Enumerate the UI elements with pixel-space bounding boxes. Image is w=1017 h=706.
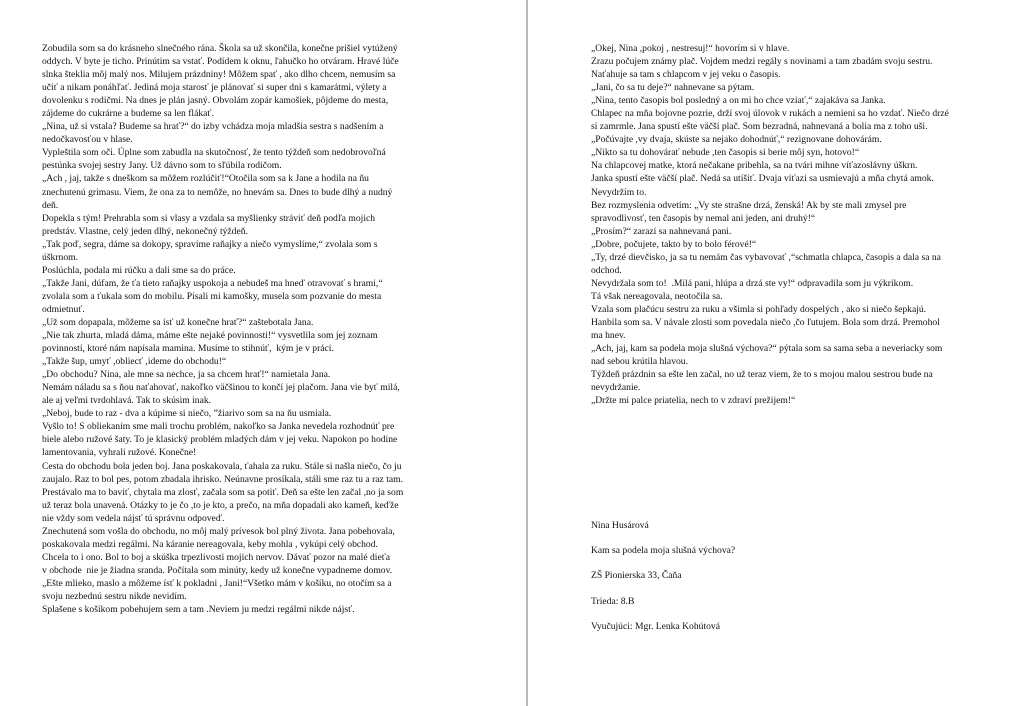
text-line: Vyšlo to! S obliekaním sme mali trochu problém, nakoľko sa Janka nevedela rozhodnúť pre — [42, 421, 395, 433]
text-line: Dopekla s tým! Prehrabla som si vlasy a vzdala sa myšlienky stráviť deň podľa mojich — [42, 212, 376, 224]
text-line: „Ach, jaj, kam sa podela moja slušná výchova?“ pýtala som sa sama seba a neveriacky som — [591, 343, 943, 355]
right-page-text — [591, 42, 981, 407]
text-line: biele alebo ružové šaty. To je klasický problém mladých dám v jej veku. Napokon po hodine — [42, 434, 398, 446]
text-line: Splašene s košíkom pobehujem sem a tam .Neviem ju medzi regálmi nikde nájsť. — [42, 604, 355, 616]
text-line: „Do obchodu? Nina, ale mne sa nechce, ja sa chcem hrať!“ namietala Jana. — [42, 369, 331, 381]
text-line: „Okej, Nina ,pokoj , nestresuj!“ hovorím si v hlave. — [591, 43, 790, 54]
text-line: Zobudila som sa do krásneho slnečného rána. Škola sa už skončila, konečne prišiel vytúžený — [42, 43, 398, 54]
text-line: učiť a nikam ponáhľať. Jediná moja starosť je plánovať si super dni s kamarátmi, výlety a — [42, 82, 387, 94]
text-line: poskakovala medzi regálmi. Na káranie nereagovala, keby mohla , vykúpi celý obchod. — [42, 538, 378, 550]
text-line: „Takže šup, umyť ,obliecť ,ideme do obchodu!“ — [42, 356, 227, 368]
text-line: „Ešte mlieko, maslo a môžeme ísť k pokladni , Jani!“Všetko mám v košíku, no otočím sa a — [42, 577, 392, 589]
text-line: ale aj veľmi tvrdohlavá. Tak to skúsim inak. — [42, 395, 212, 407]
text-line: si zamrmle. Jana spustí ešte väčší plač. Som bezradná, nahnevaná a bolia ma z toho uši. — [591, 121, 928, 133]
text-line: Hanbila som sa. V návale zlosti som povedala niečo ,čo ľutujem. Bola som drzá. Premohol — [591, 316, 940, 328]
text-line: lamentovania, vyhrali ružové. Konečne! — [42, 447, 197, 459]
text-line: svoju nezbednú sestru nikde nevidím. — [42, 590, 187, 602]
text-line: Týždeň prázdnin sa ešte len začal, no už teraz viem, že to s mojou malou sestrou bude na — [591, 369, 933, 381]
story-metadata — [591, 519, 971, 645]
text-line: „Nina, už si vstala? Budeme sa hrať?“ do izby vchádza moja mladšia sestra s nadšením a — [42, 121, 384, 133]
text-line: Prestávalo ma to baviť, chytala ma zlosť, začala som sa potiť. Deň sa ešte len začal ,no ja som — [42, 486, 404, 498]
text-line: Naťahuje sa tam s chlapcom v jej veku o časopis. — [591, 69, 781, 81]
text-line: zaujalo. Raz to bol pes, potom zbadala ihrisko. Neúnavne prosíkala, stáli sme raz tu a raz tam. — [42, 473, 403, 485]
text-line: Vypleštila som oči. Úplne som zabudla na skutočnosť, že tento týždeň som nedobrovoľná — [42, 147, 386, 159]
text-line: Znechutená som vošla do obchodu, no môj malý prívesok bol plný života. Jana pobehovala, — [42, 525, 395, 537]
class-label: Trieda: 8.B — [591, 595, 635, 607]
text-line: „Ach , jaj, takže s dneškom sa môžem rozlúčiť!“Otočila som sa k Jane a hodila na ňu — [42, 173, 369, 185]
text-line: Bez rozmyslenia odvetím: „Vy ste strašne drzá, ženská! Ak by ste mali zmysel pre — [591, 199, 907, 211]
text-line: už teraz bola unavená. Otázky to je čo ,to je kto, a prečo, na mňa dopadali ako kameň, keďže — [42, 499, 399, 511]
text-line: nie vždy som vedela nájsť tú správnu odpoveď. — [42, 512, 225, 524]
text-line: slnka šteklia môj malý nos. Milujem prázdniny! Môžem spať , ako dlho chcem, nemusím sa — [42, 69, 396, 81]
text-line: Vzala som plačúcu sestru za ruku a všimla si pohľady dospelých , ako si niečo šepkajú. — [591, 303, 927, 315]
text-line: deň. — [42, 199, 59, 211]
text-line: Nemám náladu sa s ňou naťahovať, nakoľko väčšinou to končí jej plačom. Jana vie byť milá, — [42, 382, 400, 394]
text-line: Poslúchla, podala mi rúčku a dali sme sa do práce. — [42, 264, 236, 276]
text-line: „Držte mi palce priatelia, nech to v zdraví prežijem!“ — [591, 395, 796, 407]
text-line: odchod. — [591, 264, 622, 276]
text-line: Tá však nereagovala, neotočila sa. — [591, 290, 723, 302]
story-title: Kam sa podela moja slušná výchova? — [591, 545, 736, 557]
text-line: predstáv. Vlastne, celý jeden dlhý, nekonečný týždeň. — [42, 225, 248, 237]
text-line: Janka spustí ešte väčší plač. Nedá sa utíšiť. Dvaja víťazi sa usmievajú a mňa chytá amok. — [591, 173, 934, 185]
left-page-text — [42, 42, 472, 616]
text-line: „Dobre, počujete, takto by to bolo férové!“ — [591, 238, 757, 250]
text-line: povinností, ktoré nám napísala mamina. Musíme to stihnúť, kým je v práci. — [42, 343, 334, 355]
text-line: „Nikto sa tu dohovárať nebude ,ten časopis si berie môj syn, hotovo!“ — [591, 147, 860, 159]
text-line: nedočkavosťou v hlase. — [42, 134, 133, 146]
text-line: Cesta do obchodu bola jeden boj. Jana poskakovala, ťahala za ruku. Stále si našla niečo, čo ju — [42, 460, 402, 472]
text-line: „Ty, drzé dievčisko, ja sa tu nemám čas vybavovať ,“schmatla chlapca, časopis a dala sa na — [591, 251, 941, 263]
text-line: „Jani, čo sa tu deje?“ nahnevane sa pýtam. — [591, 82, 755, 94]
text-line: „Prosím?“ zarazí sa nahnevaná pani. — [591, 225, 732, 237]
text-line: „Neboj, bude to raz - dva a kúpime si niečo, ”žiarivo som sa na ňu usmiala. — [42, 408, 332, 420]
author-name: Nina Husárová — [591, 520, 649, 531]
text-line: Chcela to i ono. Bol to boj a skúška trpezlivosti mojich nervov. Dávať pozor na malé dieťa — [42, 551, 391, 563]
text-line: nevydržanie. — [591, 382, 641, 394]
teacher-label: Vyučujúci: Mgr. Lenka Kohútová — [591, 620, 720, 632]
text-line: Chlapec na mňa bojovne pozrie, drží svoj úlovok v rukách a nemieni sa ho vzdať. Niečo drzé — [591, 108, 949, 120]
text-line: Nevydržala som to! .Milá pani, hlúpa a drzá ste vy!“ odpravadila som ju výkrikom. — [591, 277, 914, 289]
text-line: odmietnuť. — [42, 303, 85, 315]
text-line: ma hnev. — [591, 330, 626, 342]
text-line: „Nie tak zhurta, mladá dáma, máme ešte nejaké povinnosti!“ vysvetlila som jej zoznam — [42, 330, 378, 342]
text-line: pestúnka svojej sestry Jany. Už dávno som to sľúbila rodičom. — [42, 160, 282, 172]
text-line: Nevydržím to. — [591, 186, 647, 198]
text-line: „Tak poď, segra, dáme sa dokopy, spravíme raňajky a niečo vymyslíme,“ zvolala som s — [42, 238, 378, 250]
text-line: zvolala som a ťukala som do mobilu. Písali mi kamošky, musela som pozvanie do mesta — [42, 290, 382, 302]
text-line: „Takže Jani, dúfam, že ťa tieto raňajky uspokoja a nebudeš ma hneď otravovať s hrami,“ — [42, 277, 383, 289]
text-line: spravodlivosť, ten časopis by nemal ani jeden, ani druhý!“ — [591, 212, 816, 224]
text-line: „Počúvajte ,vy dvaja, skúste sa nejako dohodnúť,“ rezignovane dohovárám. — [591, 134, 882, 146]
text-line: Zrazu počujem známy plač. Vojdem medzi regály s novinami a tam zbadám svoju sestru. — [591, 56, 933, 68]
text-line: oddych. V byte je ticho. Prinútim sa vstať. Podídem k oknu, ľahučko ho otváram. Hravé lúče — [42, 56, 399, 68]
text-line: „Už som dopapala, môžeme sa ísť už konečne hrať?“ zaštebotala Jana. — [42, 316, 314, 328]
text-line: zájdeme do cukrárne a budeme sa len flákať. — [42, 108, 214, 120]
text-line: úškrnom. — [42, 251, 78, 263]
right-page — [528, 0, 1017, 706]
text-line: nad sebou krútila hlavou. — [591, 356, 688, 368]
text-line: v obchode nie je žiadna sranda. Počítala som minúty, kedy už konečne vypadneme domov. — [42, 564, 393, 576]
text-line: znechutenú grimasu. Viem, že ona za to nemôže, no hnevám sa. Dnes to bude dlhý a nudný — [42, 186, 393, 198]
text-line: Na chlapcovej matke, ktorá nečakane pribehla, sa na tvári mihne víťazoslávny úškrn. — [591, 160, 918, 172]
text-line: „Nina, tento časopis bol posledný a on mi ho chce vziať,“ zajakáva sa Janka. — [591, 95, 886, 107]
school-address: ZŠ Pionierska 33, Čaňa — [591, 570, 682, 582]
text-line: dovolenku s rodičmi. Na dnes je plán jasný. Obvolám zopár kamošiek, pôjdeme do mesta, — [42, 95, 389, 107]
